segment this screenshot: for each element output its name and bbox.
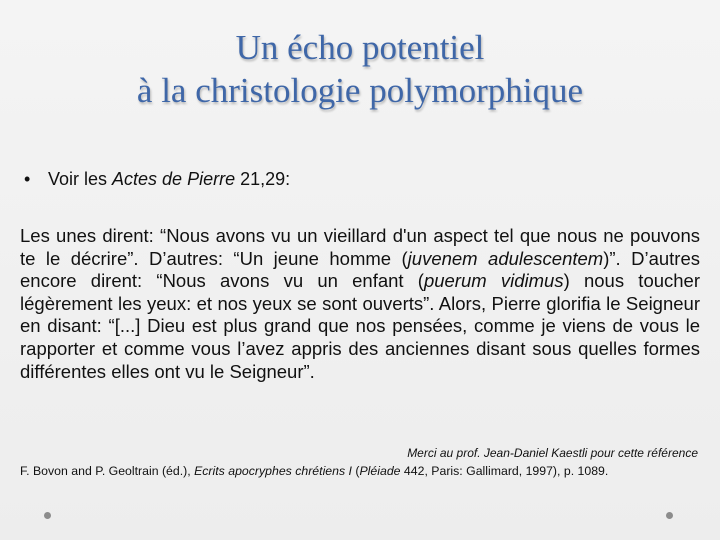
- ref-series: Pléiade: [359, 464, 401, 478]
- quote-latin-2: puerum vidimus: [423, 270, 564, 292]
- ref-end: 442, Paris: Gallimard, 1997), p. 1089.: [400, 464, 609, 478]
- ref-authors: F. Bovon and P. Geoltrain (éd.),: [20, 464, 195, 478]
- decorative-dot-left: [44, 512, 51, 519]
- ref-book-title: Ecrits apocryphes chrétiens I: [194, 464, 352, 478]
- bullet-work-title: Actes de Pierre: [112, 169, 236, 189]
- title-line-2: à la christologie polymorphique: [136, 71, 584, 110]
- bullet-marker: •: [24, 169, 31, 189]
- bullet-item: [24, 168, 290, 190]
- bullet-reference: 21,29:: [235, 169, 291, 189]
- acknowledgement: Merci au prof. Jean-Daniel Kaestli pour cette référence: [407, 446, 698, 460]
- ref-mid: (: [351, 464, 360, 478]
- quote-part-1: Les unes dirent: “Nous avons vu un vieillard d'un aspect tel que nous ne pouvons te le décrire”. D’autres: “Un jeune homme (: [20, 225, 700, 269]
- title-line-1: Un écho potentiel: [235, 28, 485, 67]
- quote-part-2: )”. D’autres encore dirent: “Nous avons vu un enfant (: [20, 247, 701, 292]
- bullet-prefix: Voir les: [48, 169, 113, 189]
- quote-paragraph: [20, 225, 700, 383]
- bibliographic-reference: [20, 463, 700, 480]
- quote-part-3: ) nous toucher légèrement les yeux: et nos yeux se sont ouverts”. Alors, Pierre glorifia le Seigneur en disant: “[...] Dieu est plus grand que nos pensées, comme je viens de vous le rapporter et comme vous l’avez appris des anciennes disant sous quelles formes différentes elles ont vu le Seigneur”.: [20, 270, 701, 382]
- slide-title: [0, 26, 720, 112]
- quote-latin-1: juvenem adulescentem: [407, 247, 604, 269]
- decorative-dot-right: [666, 512, 673, 519]
